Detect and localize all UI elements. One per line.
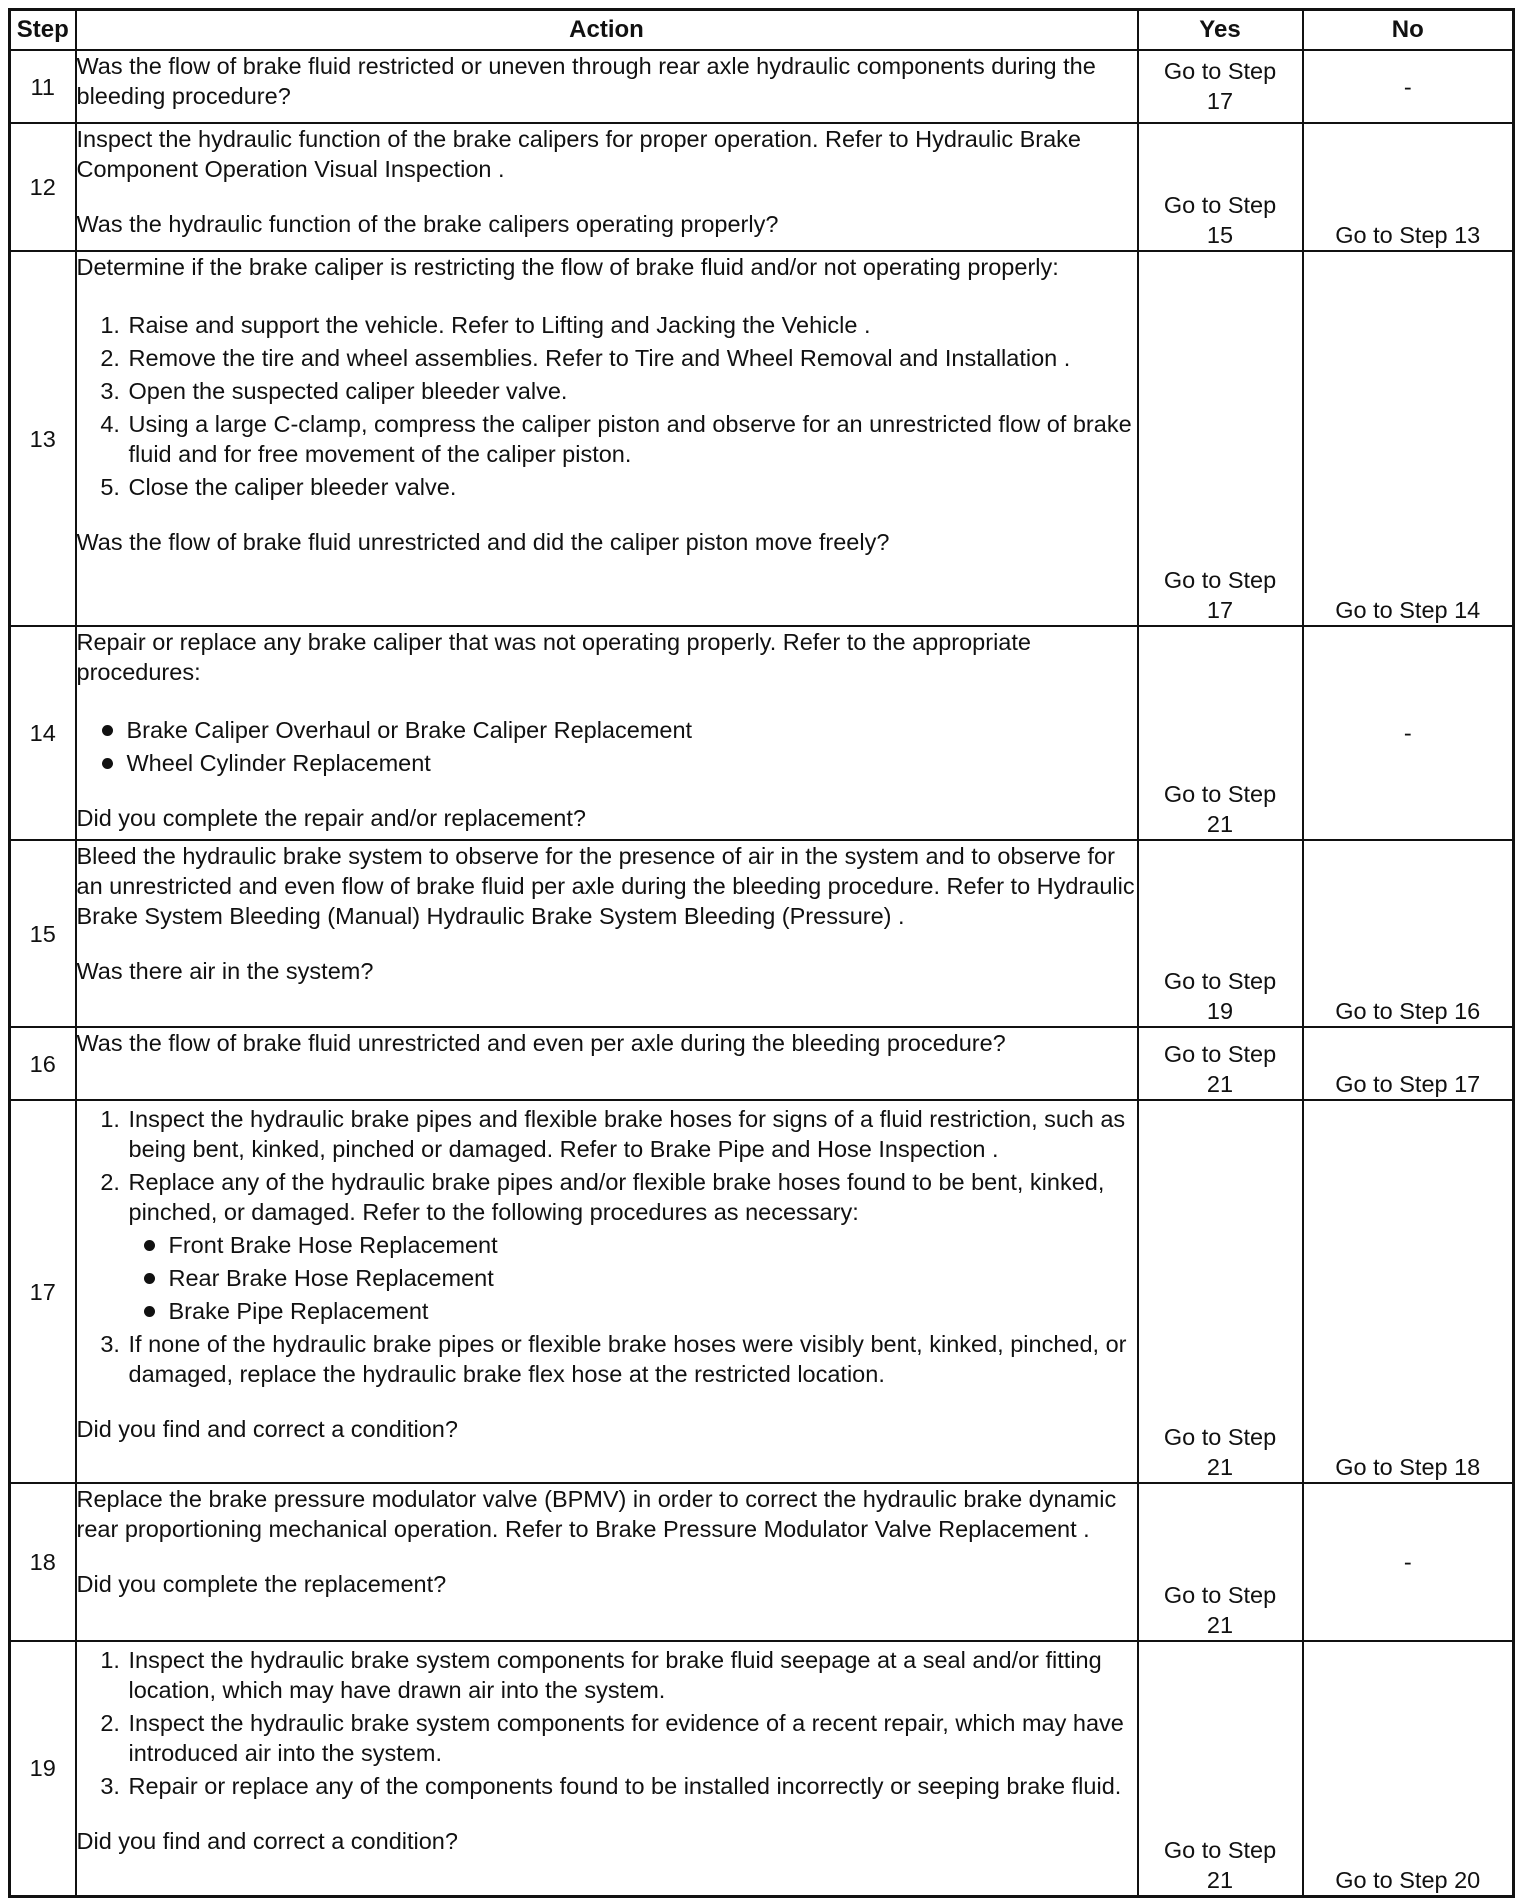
action-text: Was the flow of brake fluid restricted or uneven through rear axle hydraulic components during the bleeding procedure? — [76, 53, 1096, 109]
step-number: 19 — [10, 1641, 76, 1896]
yes-step: 21 — [1206, 811, 1234, 837]
table-row — [10, 1483, 1514, 1641]
action-question: Was there air in the system? — [76, 958, 374, 984]
yes-label: Go to Step — [1163, 968, 1277, 994]
list-item: 2. Remove the tire and wheel assemblies. Refer to Tire and Wheel Removal and Installation . — [127, 343, 1137, 373]
yes-cell — [1138, 1100, 1303, 1483]
table-row — [10, 1027, 1514, 1100]
procedure-list — [77, 1645, 1137, 1801]
action-text: Replace the brake pressure modulator valve (BPMV) in order to correct the hydraulic brake dynamic rear proportioning mechanical operation. Refer to Brake Pressure Modulator Valve Replacement . — [76, 1486, 1117, 1542]
action-question: Did you complete the replacement? — [76, 1571, 447, 1597]
action-text: Determine if the brake caliper is restricting the flow of brake fluid and/or not operating properly: — [76, 254, 1059, 280]
list-item: 5. Close the caliper bleeder valve. — [127, 472, 1137, 502]
list-item: 1. Inspect the hydraulic brake system components for brake fluid seepage at a seal and/or fitting location, which may have drawn air into the system. — [127, 1645, 1137, 1705]
yes-label: Go to Step — [1163, 1582, 1277, 1608]
procedure-bullets — [77, 715, 1137, 778]
action-question: Did you complete the repair and/or replacement? — [76, 805, 586, 831]
yes-step: 21 — [1206, 1454, 1234, 1480]
action-cell — [76, 1483, 1138, 1641]
table-row — [10, 626, 1514, 840]
step-number: 18 — [10, 1483, 76, 1641]
step-number: 13 — [10, 251, 76, 626]
table-row — [10, 1100, 1514, 1483]
yes-label: Go to Step — [1163, 1424, 1277, 1450]
yes-label: Go to Step — [1163, 192, 1277, 218]
procedure-list — [77, 1104, 1137, 1389]
yes-cell — [1138, 50, 1303, 123]
yes-step: 21 — [1206, 1866, 1234, 1893]
step-number: 12 — [10, 123, 76, 251]
action-text: Repair or replace any brake caliper that was not operating properly. Refer to the appropriate procedures: — [76, 629, 1031, 685]
yes-label: Go to Step — [1163, 1041, 1277, 1067]
action-cell — [76, 251, 1138, 626]
yes-cell — [1138, 840, 1303, 1027]
action-question: Did you find and correct a condition? — [76, 1828, 458, 1854]
yes-step: 17 — [1206, 597, 1234, 623]
diagnostic-table — [8, 8, 1515, 1898]
no-cell: Go to Step 16 — [1303, 840, 1514, 1027]
yes-cell — [1138, 123, 1303, 251]
action-cell — [76, 626, 1138, 840]
action-cell — [76, 1641, 1138, 1896]
yes-cell — [1138, 1027, 1303, 1100]
list-item: 3. Open the suspected caliper bleeder valve. — [127, 376, 1137, 406]
table-row — [10, 123, 1514, 251]
no-cell: Go to Step 18 — [1303, 1100, 1514, 1483]
list-item: 3. Repair or replace any of the components found to be installed incorrectly or seeping brake fluid. — [127, 1771, 1137, 1801]
action-question: Was the flow of brake fluid unrestricted and did the caliper piston move freely? — [76, 529, 890, 555]
action-cell — [76, 1100, 1138, 1483]
header-row — [10, 10, 1514, 51]
step-number: 17 — [10, 1100, 76, 1483]
list-item: 2. Inspect the hydraulic brake system components for evidence of a recent repair, which may have introduced air into the system. — [127, 1708, 1137, 1768]
yes-step: 19 — [1206, 998, 1234, 1024]
step-number: 14 — [10, 626, 76, 840]
step-number: 16 — [10, 1027, 76, 1100]
action-text: Was the flow of brake fluid unrestricted and even per axle during the bleeding procedure? — [76, 1030, 1006, 1056]
yes-label: Go to Step — [1163, 58, 1277, 84]
step-number: 11 — [10, 50, 76, 123]
list-item: 4. Using a large C-clamp, compress the caliper piston and observe for an unrestricted flow of brake fluid and for free movement of the caliper piston. — [127, 409, 1137, 469]
list-item — [127, 1167, 1137, 1326]
no-cell: Go to Step 20 — [1303, 1641, 1514, 1896]
header-no: No — [1303, 10, 1514, 51]
sub-bullets — [129, 1230, 1137, 1326]
header-action: Action — [76, 10, 1138, 51]
procedure-list — [77, 310, 1137, 502]
step-number: 15 — [10, 840, 76, 1027]
no-cell: Go to Step 14 — [1303, 251, 1514, 626]
list-item: 3. If none of the hydraulic brake pipes or flexible brake hoses were visibly bent, kinked, pinched, or damaged, replace the hydraulic brake flex hose at the restricted location. — [127, 1329, 1137, 1389]
yes-step: 17 — [1206, 88, 1234, 114]
list-item: 1. Raise and support the vehicle. Refer to Lifting and Jacking the Vehicle . — [127, 310, 1137, 340]
action-text: Inspect the hydraulic function of the brake calipers for proper operation. Refer to Hydraulic Brake Component Operation Visual Inspection . — [76, 126, 1081, 182]
yes-step: 21 — [1206, 1071, 1234, 1097]
no-cell: Go to Step 13 — [1303, 123, 1514, 251]
table-row — [10, 50, 1514, 123]
sub-list-item: Rear Brake Hose Replacement — [169, 1263, 1137, 1293]
sub-list-item: Brake Pipe Replacement — [169, 1296, 1137, 1326]
list-item: Wheel Cylinder Replacement — [127, 748, 1137, 778]
list-item: Brake Caliper Overhaul or Brake Caliper Replacement — [127, 715, 1137, 745]
no-cell: - — [1303, 50, 1514, 123]
table-row — [10, 840, 1514, 1027]
action-question: Was the hydraulic function of the brake calipers operating properly? — [76, 211, 779, 237]
yes-label: Go to Step — [1163, 781, 1277, 807]
yes-step: 15 — [1206, 222, 1234, 248]
header-step: Step — [10, 10, 76, 51]
action-cell — [76, 1027, 1138, 1100]
table-row — [10, 251, 1514, 626]
list-item-text: Replace any of the hydraulic brake pipes and/or flexible brake hoses found to be bent, kinked, pinched, or damaged. Refer to the following procedures as necessary: — [128, 1169, 1105, 1225]
yes-cell — [1138, 626, 1303, 840]
action-question: Did you find and correct a condition? — [76, 1416, 458, 1442]
action-cell — [76, 840, 1138, 1027]
no-cell: Go to Step 17 — [1303, 1027, 1514, 1100]
action-text: Bleed the hydraulic brake system to observe for the presence of air in the system and to observe for an unrestricted and even flow of brake fluid per axle during the bleeding procedure. Refer to Hydraulic Brake System Bleeding (Manual) Hydraulic Brake System Bleeding (Pressure) . — [76, 843, 1135, 929]
yes-cell — [1138, 251, 1303, 626]
yes-label: Go to Step — [1163, 567, 1277, 593]
no-cell: - — [1303, 1483, 1514, 1641]
yes-cell — [1138, 1483, 1303, 1641]
action-cell — [76, 50, 1138, 123]
no-cell: - — [1303, 626, 1514, 840]
sub-list-item: Front Brake Hose Replacement — [169, 1230, 1137, 1260]
action-cell — [76, 123, 1138, 251]
yes-cell — [1138, 1641, 1303, 1896]
yes-step: 21 — [1206, 1612, 1234, 1638]
yes-label: Go to Step — [1163, 1836, 1277, 1863]
list-item: 1. Inspect the hydraulic brake pipes and flexible brake hoses for signs of a fluid restriction, such as being bent, kinked, pinched or damaged. Refer to Brake Pipe and Hose Inspection . — [127, 1104, 1137, 1164]
header-yes: Yes — [1138, 10, 1303, 51]
table-row — [10, 1641, 1514, 1896]
